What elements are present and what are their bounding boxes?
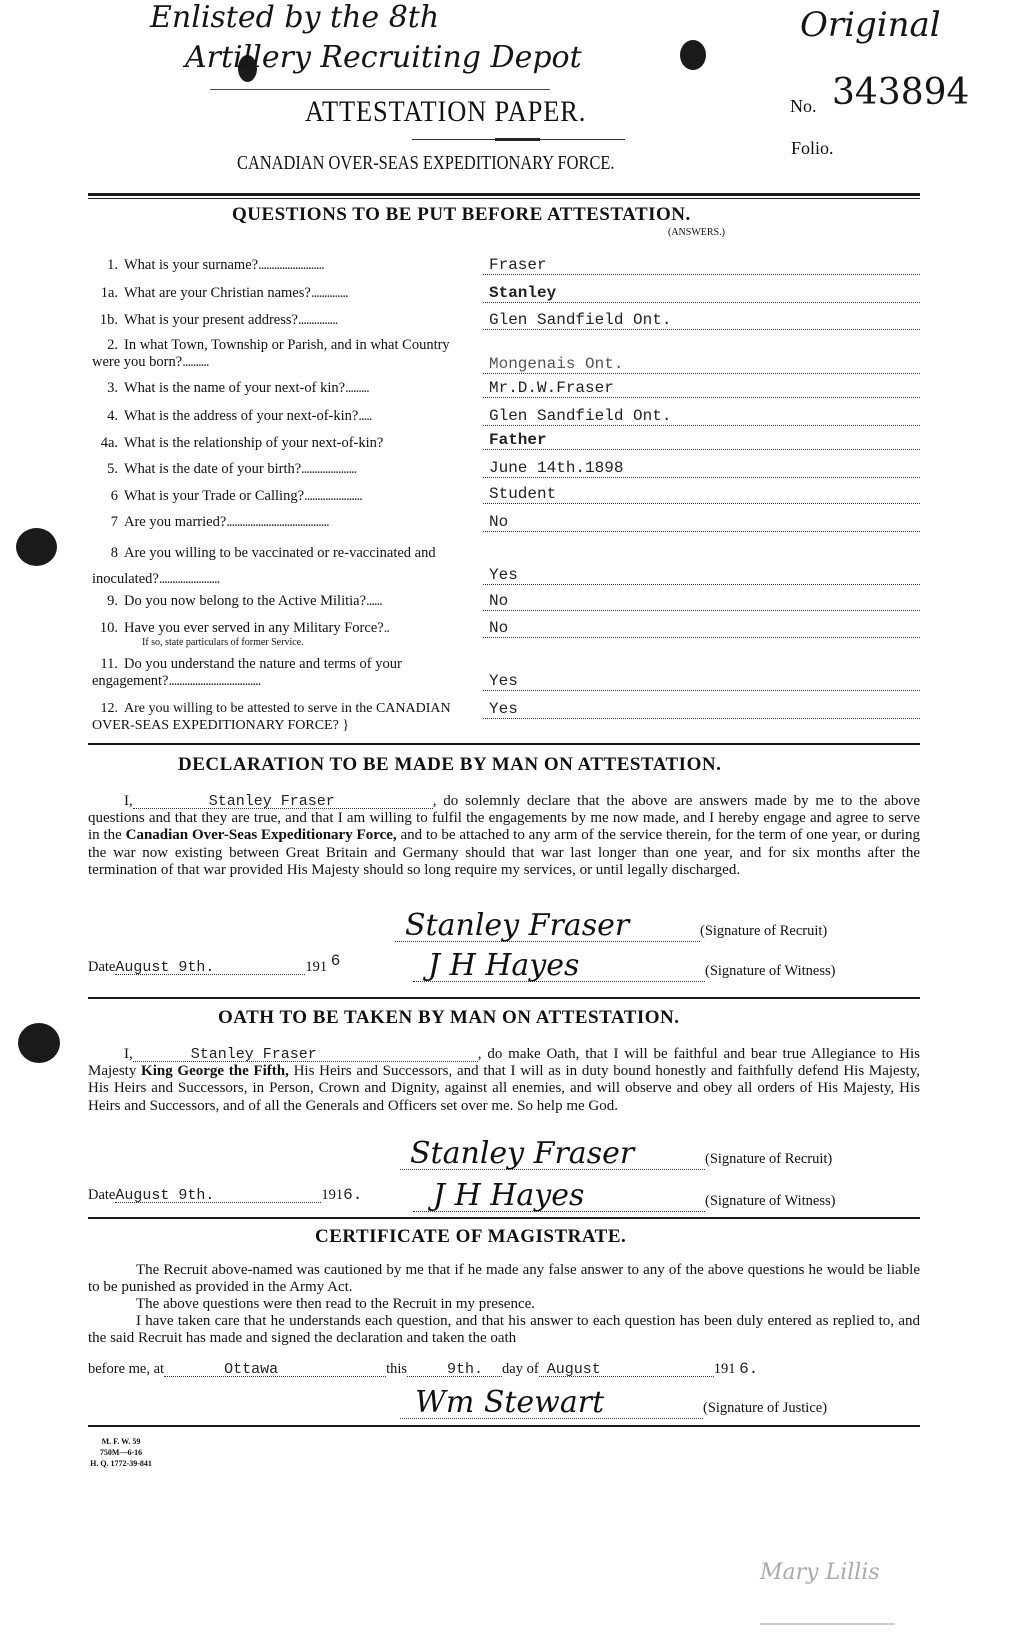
question-6: 6 What is your Trade or Calling?......................: [110, 488, 362, 504]
punch-hole-left-lower: [18, 1023, 60, 1063]
certificate-heading: CERTIFICATE OF MAGISTRATE.: [315, 1226, 627, 1247]
oath-date-row: DateAugust 9th. 1916.: [88, 1186, 363, 1204]
declaration-date-row: DateAugust 9th. 191 6: [88, 952, 341, 976]
punch-hole-top: [680, 40, 706, 70]
oath-date-field: August 9th.: [115, 1187, 321, 1203]
declaration-name-field: Stanley Fraser: [133, 793, 433, 809]
question-5: 5. What is the date of your birth?.....................: [107, 461, 357, 477]
title-rule: [210, 89, 550, 90]
answer-1a-christian-names: Stanley: [483, 285, 920, 303]
question-3: 3. What is the name of your next-of kin?.........: [107, 380, 369, 396]
page-subtitle: CANADIAN OVER-SEAS EXPEDITIONARY FORCE.: [237, 152, 615, 174]
certificate-para-1: The Recruit above-named was cautioned by me that if he made any false answer to any of the above questions he would be liable to be punished as provided in the Army Act.: [88, 1262, 920, 1296]
question-10: 10. Have you ever served in any Military Force?.. If so, state particulars of former Service.: [99, 620, 389, 648]
answer-4-next-of-kin-address: Glen Sandfield Ont.: [483, 408, 920, 426]
question-11: 11. Do you understand the nature and terms of your engagement?...................................: [92, 656, 402, 689]
faint-archival-note: Mary Lillis: [760, 1560, 880, 1585]
answer-11-understand-terms: Yes: [483, 673, 920, 691]
answer-1b-present-address: Glen Sandfield Ont.: [483, 312, 920, 330]
recruit-signature-label: (Signature of Recruit): [700, 923, 828, 939]
folio-label: Folio.: [791, 138, 834, 158]
justice-signature: Wm Stewart: [400, 1385, 703, 1419]
handwritten-note-line1: Enlisted by the 8th: [150, 0, 440, 35]
regimental-number: 343894: [832, 72, 970, 113]
certificate-month-field: August: [539, 1361, 714, 1377]
oath-text: I, Stanley Fraser , do make Oath, that I will be faithful and bear true Allegiance to His Majesty King George the Fifth, His Heirs and Successors, and that I will as in duty bound honestly and faithfully defend His Majesty, His Heirs and Successors, in Person, Crown and Dignity, against all enemies, and will observe and obey all orders of His Majesty, His Heirs and Successors, and of all the Generals and Officers set over me. So help me God.: [88, 1046, 920, 1114]
certificate-para-2: The above questions were then read to the Recruit in my presence.: [136, 1296, 536, 1312]
question-4: 4. What is the address of your next-of-kin?.....: [107, 408, 372, 424]
question-9: 9. Do you now belong to the Active Militia?......: [107, 593, 382, 609]
oath-witness-signature: J H Hayes: [413, 1178, 705, 1212]
declaration-recruit-signature: Stanley Fraser: [395, 908, 700, 942]
questions-heading: QUESTIONS TO BE PUT BEFORE ATTESTATION.: [232, 204, 691, 225]
recruit-signature-label: (Signature of Recruit): [705, 1151, 833, 1167]
question-1b: 1b. What is your present address?...............: [99, 312, 338, 328]
title-underline-center: [495, 138, 540, 141]
answer-4a-relationship: Father: [483, 432, 920, 450]
question-2: 2. In what Town, Township or Parish, and in what Country were you born?..........: [92, 337, 450, 370]
oath-end-rule: [88, 1217, 920, 1219]
questions-end-rule: [88, 743, 920, 745]
answer-1-surname: Fraser: [483, 257, 920, 275]
form-code-1: M. F. W. 59: [101, 1437, 141, 1446]
certificate-place-field: Ottawa: [164, 1361, 386, 1377]
declaration-end-rule: [88, 997, 920, 999]
declaration-date-field: August 9th.: [115, 959, 305, 975]
certificate-day-field: 9th.: [407, 1361, 502, 1377]
answer-12-willing-to-serve: Yes: [483, 701, 920, 719]
question-4a: 4a. What is the relationship of your next-of-kin?: [100, 435, 384, 451]
certificate-end-rule: [88, 1425, 920, 1427]
question-1a: 1a. What are your Christian names?..............: [100, 285, 348, 301]
answer-7-married: No: [483, 514, 920, 532]
form-code-2: 750M—6-16: [99, 1448, 143, 1457]
question-8: 8 Are you willing to be vaccinated or re-vaccinated and inoculated?.......................: [92, 545, 436, 587]
number-label: No.: [790, 96, 817, 116]
punch-hole-left-upper: [16, 528, 57, 566]
oath-witness-signature-row: [413, 1178, 920, 1212]
answer-9-active-militia: No: [483, 593, 920, 611]
certificate-para-3: I have taken care that he understands each question, and that his answer to each question has been duly entered as replied to, and the said Recruit has made and signed the declaration and taken the oath: [88, 1313, 920, 1347]
answer-8-vaccinated: Yes: [483, 567, 920, 585]
faint-archival-stamp: [760, 1623, 895, 1625]
declaration-witness-signature: J H Hayes: [413, 948, 705, 982]
answer-2-birthplace: Mongenais Ont.: [483, 356, 920, 374]
page-title: ATTESTATION PAPER.: [305, 95, 587, 128]
original-mark: Original: [800, 5, 941, 45]
handwritten-note-line2: Artillery Recruiting Depot: [185, 40, 582, 75]
question-1: 1. What is your surname?.........................: [107, 257, 324, 273]
declaration-text: I, Stanley Fraser , do solemnly declare that the above are answers made by me to the above questions and that they are true, and that I am willing to fulfil the engagements by me now made, and I hereby engage and agree to serve in the Canadian Over-Seas Expeditionary Force, and to be attached to any arm of the service therein, for the term of one year, or during the war now existing between Great Britain and Germany should that war last longer than one year, and for six months after the termination of that war provided His Majesty should so long require my services, or until legally discharged.: [88, 793, 921, 878]
declaration-recruit-signature-row: [395, 908, 920, 942]
oath-recruit-signature-row: [400, 1136, 920, 1170]
answer-3-next-of-kin-name: Mr.D.W.Fraser: [483, 380, 920, 398]
answer-6-trade: Student: [483, 486, 920, 504]
answers-label: (ANSWERS.): [668, 227, 725, 238]
oath-recruit-signature: Stanley Fraser: [400, 1136, 705, 1170]
declaration-witness-signature-row: [413, 948, 920, 982]
justice-signature-label: (Signature of Justice): [703, 1400, 828, 1416]
witness-signature-label: (Signature of Witness): [705, 963, 836, 979]
certificate-place-date-row: before me, at Ottawa this 9th. day of August 191 6.: [88, 1360, 759, 1378]
form-code-block: [86, 1436, 156, 1469]
justice-signature-row: [400, 1385, 920, 1419]
answer-5-date-of-birth: June 14th.1898: [483, 460, 920, 478]
answer-10-military-service: No: [483, 620, 920, 638]
oath-heading: OATH TO BE TAKEN BY MAN ON ATTESTATION.: [218, 1007, 680, 1028]
question-7: 7 Are you married?.......................................: [110, 514, 329, 530]
header-rule-thin: [88, 198, 920, 199]
declaration-heading: DECLARATION TO BE MADE BY MAN ON ATTESTATION.: [178, 754, 722, 775]
oath-name-field: Stanley Fraser: [133, 1046, 478, 1062]
witness-signature-label: (Signature of Witness): [705, 1193, 836, 1209]
header-rule: [88, 193, 920, 196]
question-12: 12. Are you willing to be attested to serve in the CANADIAN OVER-SEAS EXPEDITIONARY FORCE? }: [92, 701, 451, 733]
form-code-3: H. Q. 1772-39-841: [90, 1459, 152, 1468]
